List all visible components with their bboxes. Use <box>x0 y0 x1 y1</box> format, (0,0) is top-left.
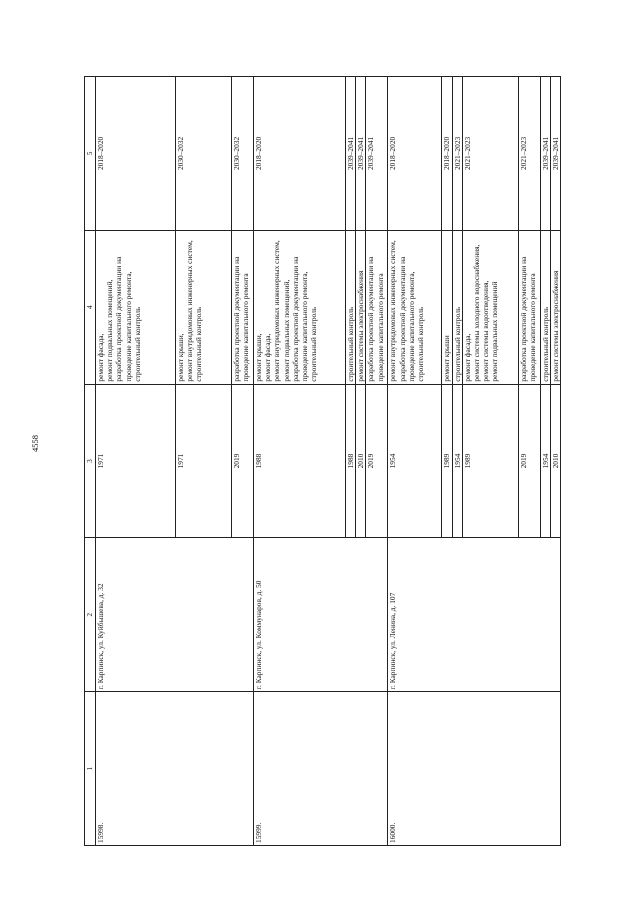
works-cell <box>176 230 232 384</box>
work-line: строительный контроль <box>346 306 355 382</box>
period-cell: 2039–2041 <box>551 77 561 231</box>
record-number: 15998. <box>96 692 254 846</box>
table-row <box>388 77 442 846</box>
period-cell: 2018–2020 <box>442 77 452 231</box>
work-line: ремонт крыши, <box>176 333 185 382</box>
period-cell: 2018–2020 <box>96 77 176 231</box>
period-cell: 2030–2032 <box>232 77 254 231</box>
building-address: г. Карпинск, ул. Ленина, д. 107 <box>388 538 561 692</box>
year-cell: 1989 <box>442 384 452 538</box>
work-line: разработка проектной документации на <box>518 256 528 382</box>
column-header-5: 5 <box>85 77 96 231</box>
works-cell <box>346 230 356 384</box>
period-cell: 2018–2020 <box>254 77 346 231</box>
work-line: ремонт подвальных помещений, <box>105 279 115 382</box>
work-line: ремонт внутридомовых инженерных систем, <box>185 240 195 382</box>
work-line: проведение капитального ремонта <box>241 273 251 382</box>
works-cell <box>254 230 346 384</box>
period-cell: 2039–2041 <box>356 77 366 231</box>
year-cell: 1971 <box>96 384 176 538</box>
year-cell: 2010 <box>551 384 561 538</box>
work-line: разработка проектной документации на <box>366 256 376 382</box>
works-cell <box>452 230 462 384</box>
year-cell: 1971 <box>176 384 232 538</box>
record-number: 16000. <box>388 692 561 846</box>
work-line: ремонт системы холодного водоснабжения, <box>472 244 482 382</box>
period-cell: 2039–2041 <box>346 77 356 231</box>
work-line: строительный контроль <box>309 306 319 382</box>
work-line: ремонт системы электроснабжения <box>356 270 366 382</box>
period-cell: 2039–2041 <box>366 77 388 231</box>
work-line: ремонт системы электроснабжения <box>551 270 561 382</box>
works-cell <box>442 230 452 384</box>
column-header-4: 4 <box>85 230 96 384</box>
work-line: ремонт фасада, <box>263 333 273 382</box>
work-line: разработка проектной документации на <box>397 256 407 382</box>
works-cell <box>96 230 176 384</box>
year-cell: 1954 <box>452 384 462 538</box>
period-cell: 2021–2023 <box>452 77 462 231</box>
year-cell: 1954 <box>540 384 550 538</box>
period-cell: 2039–2041 <box>540 77 550 231</box>
work-line: разработка проектной документации на <box>114 256 124 382</box>
work-line: строительный контроль <box>540 306 550 382</box>
work-line: проведение капитального ремонта, <box>123 271 133 382</box>
works-cell <box>540 230 550 384</box>
work-line: проведение капитального ремонта, <box>300 271 310 382</box>
work-line: строительный контроль <box>416 306 426 382</box>
table-body <box>96 77 561 846</box>
header-row <box>85 77 96 846</box>
work-line: разработка проектной документации на <box>232 256 241 382</box>
period-cell: 2018–2020 <box>388 77 442 231</box>
work-line: строительный контроль <box>194 306 204 382</box>
building-address: г. Карпинск, ул. Коммунаров, д. 50 <box>254 538 388 692</box>
year-cell: 2019 <box>518 384 540 538</box>
work-line: ремонт внутридомовых инженерных систем, <box>388 240 398 382</box>
period-cell: 2021–2023 <box>462 77 518 231</box>
work-line: ремонт фасада, <box>96 333 105 382</box>
rotated-table-sheet <box>84 76 561 846</box>
column-header-2: 2 <box>85 538 96 692</box>
works-cell <box>366 230 388 384</box>
works-cell <box>518 230 540 384</box>
works-cell <box>462 230 518 384</box>
year-cell: 1988 <box>254 384 346 538</box>
work-line: проведение капитального ремонта <box>375 273 385 382</box>
work-line: ремонт крыши, <box>254 333 263 382</box>
year-cell: 1989 <box>462 384 518 538</box>
year-cell: 2019 <box>232 384 254 538</box>
page-number: 4558 <box>30 435 40 452</box>
record-number: 15999. <box>254 692 388 846</box>
works-cell <box>232 230 254 384</box>
work-line: ремонт крыши <box>442 335 452 382</box>
work-line: строительный контроль <box>452 306 462 382</box>
table-row <box>96 77 176 846</box>
year-cell: 1954 <box>388 384 442 538</box>
work-line: ремонт подвальных помещений, <box>281 279 291 382</box>
work-line: проведение капитального ремонта <box>528 273 538 382</box>
work-line: проведение капитального ремонта, <box>406 271 416 382</box>
capital-repair-table <box>84 76 561 846</box>
year-cell: 2019 <box>366 384 388 538</box>
works-cell <box>551 230 561 384</box>
works-cell <box>388 230 442 384</box>
work-line: ремонт системы водоотведения, <box>481 280 491 382</box>
period-cell: 2030–2032 <box>176 77 232 231</box>
column-header-1: 1 <box>85 692 96 846</box>
table-row <box>254 77 346 846</box>
work-line: ремонт фасада, <box>462 333 472 382</box>
work-line: строительный контроль <box>132 306 142 382</box>
column-header-3: 3 <box>85 384 96 538</box>
period-cell: 2021–2023 <box>518 77 540 231</box>
work-line: разработка проектной документации на <box>290 256 300 382</box>
work-line: ремонт внутридомовых инженерных систем, <box>272 240 282 382</box>
works-cell <box>356 230 366 384</box>
building-address: г. Карпинск, ул. Куйбышева, д. 32 <box>96 538 254 692</box>
work-line: ремонт подвальных помещений <box>490 281 500 382</box>
year-cell: 1988 <box>346 384 356 538</box>
year-cell: 2010 <box>356 384 366 538</box>
